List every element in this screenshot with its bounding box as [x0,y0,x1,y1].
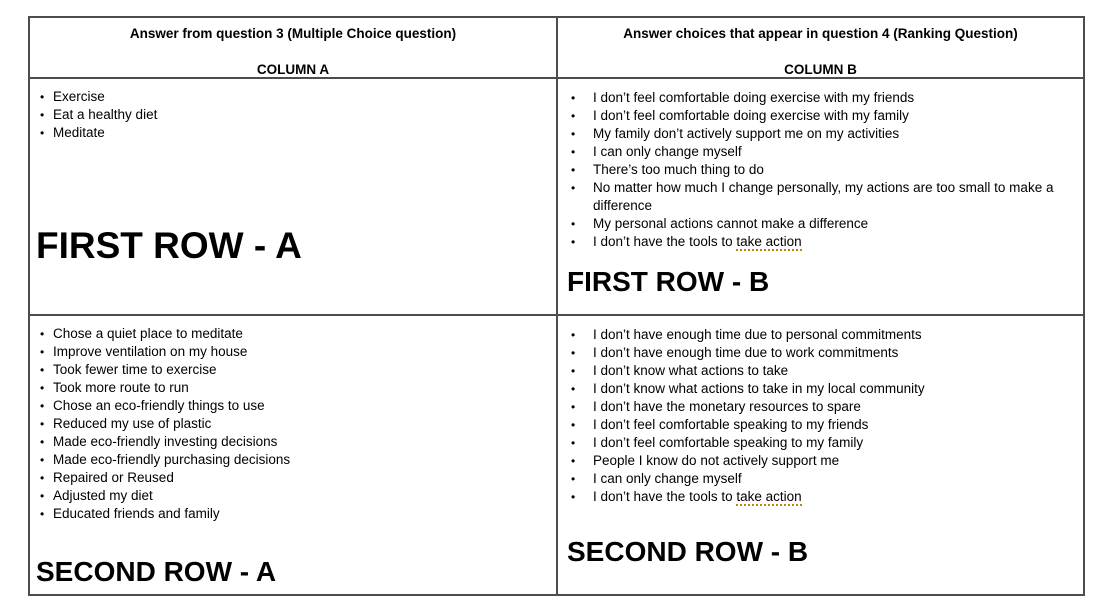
column-a-header-subtitle: COLUMN A [256,62,330,77]
bullet-item: • I don’t feel comfortable speaking to my friends [558,416,1083,434]
bullet-item: • No matter how much I change personally, my actions are too small to make a difference [558,179,1083,215]
second-row-b-label: SECOND ROW - B [567,536,809,567]
bullet-item: • Adjusted my diet [30,487,556,505]
bullet-item: • Took more route to run [30,379,556,397]
bullet-item: • I don’t feel comfortable speaking to my family [558,434,1083,452]
bullet-item: • I don’t feel comfortable doing exercise with my family [558,107,1083,125]
cell-second-row-column-a [30,316,558,594]
suggestion-underlined-text: take action [736,489,802,504]
bullet-item: • Improve ventilation on my house [30,343,556,361]
cell-first-row-column-b [558,79,1083,316]
bullet-item: • Chose a quiet place to meditate [30,325,556,343]
bullet-item: • I don’t have the monetary resources to spare [558,398,1083,416]
bullet-item: • I don’t have the tools to take action [558,488,1083,506]
bullet-item: • Meditate [30,124,556,142]
first-row-column-a-list [30,88,556,142]
column-b-header-title: Answer choices that appear in question 4 (Ranking Question) [623,26,1018,41]
bullet-item: • There’s too much thing to do [558,161,1083,179]
column-b-header-subtitle: COLUMN B [784,62,857,77]
bullet-item: • I can only change myself [558,470,1083,488]
header-cell-column-b [558,18,1083,79]
bullet-item: • Exercise [30,88,556,106]
second-row-column-b-list [558,326,1083,506]
suggestion-underlined-text: take action [736,234,802,249]
bullet-item: • Eat a healthy diet [30,106,556,124]
bullet-item: • People I know do not actively support me [558,452,1083,470]
comparison-table [28,16,1085,596]
first-row-column-b-list [558,89,1083,251]
second-row-a-label: SECOND ROW - A [36,556,277,587]
column-a-header-title: Answer from question 3 (Multiple Choice question) [129,26,457,41]
bullet-item: • Chose an eco-friendly things to use [30,397,556,415]
bullet-item: • I don’t feel comfortable doing exercise with my friends [558,89,1083,107]
first-row-b-label: FIRST ROW - B [567,266,770,297]
bullet-item: • I can only change myself [558,143,1083,161]
bullet-item: • My family don’t actively support me on my activities [558,125,1083,143]
bullet-item: • I don’t know what actions to take [558,362,1083,380]
second-row-column-a-list [30,325,556,523]
bullet-item: • I don’t have the tools to take action [558,233,1083,251]
cell-second-row-column-b [558,316,1083,594]
bullet-item: • Educated friends and family [30,505,556,523]
bullet-item: • I don’t know what actions to take in my local community [558,380,1083,398]
first-row-a-label: FIRST ROW - A [36,225,302,266]
bullet-item: • Took fewer time to exercise [30,361,556,379]
cell-first-row-column-a [30,79,558,316]
bullet-item: • Made eco-friendly purchasing decisions [30,451,556,469]
header-cell-column-a [30,18,558,79]
bullet-item: • Made eco-friendly investing decisions [30,433,556,451]
bullet-item: • I don’t have enough time due to work commitments [558,344,1083,362]
bullet-item: • Repaired or Reused [30,469,556,487]
bullet-item: • I don’t have enough time due to personal commitments [558,326,1083,344]
bullet-item: • My personal actions cannot make a difference [558,215,1083,233]
bullet-item: • Reduced my use of plastic [30,415,556,433]
